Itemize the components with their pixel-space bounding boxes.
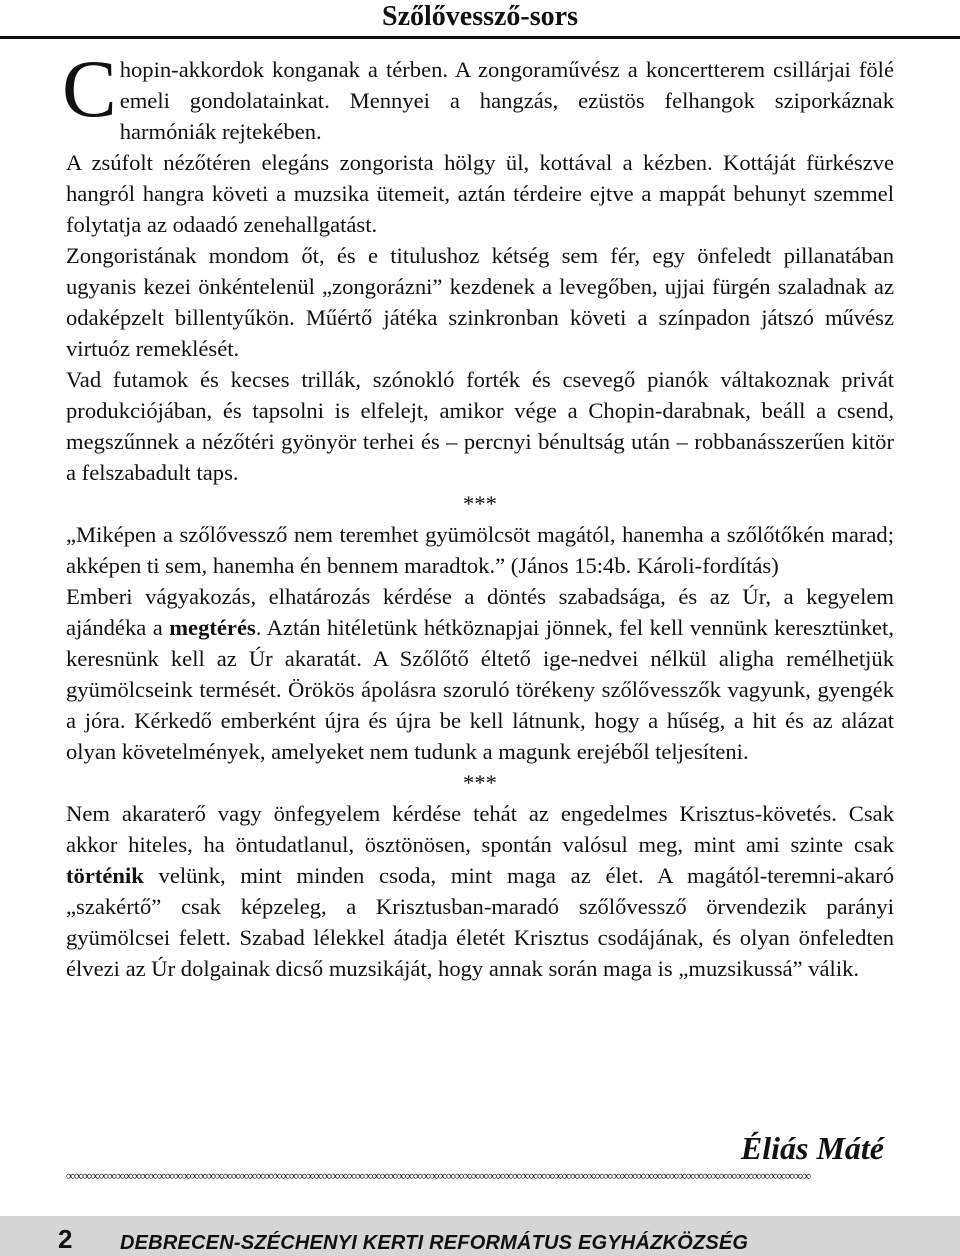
bible-quote: „Miképen a szőlővessző nem teremhet gyümölcsöt magától, hanemha a szőlőtőkén marad; akképen ti sem, hanemha én bennem maradtok.” (János 15:4b. Károli-fordítás): [66, 522, 894, 578]
drop-cap: C: [62, 43, 117, 134]
decorative-ornament-line: ∞∞∞∞∞∞∞∞∞∞∞∞∞∞∞∞∞∞∞∞∞∞∞∞∞∞∞∞∞∞∞∞∞∞∞∞∞∞∞∞∞∞∞∞∞∞∞∞∞∞∞∞∞∞∞∞∞∞∞∞∞∞∞∞∞∞∞∞∞∞∞∞∞∞∞∞∞∞∞∞∞∞∞∞∞∞∞∞∞∞: [66, 1168, 811, 1183]
paragraph-1-text: hopin-akkordok konganak a térben. A zongoraművész a koncertterem csillárjai fölé emeli gondolatainkat. Mennyei a hangzás, ezüstös felhangok sziporkáznak harmóniák rejtekében.: [119, 57, 894, 144]
paragraph-7: [66, 798, 894, 984]
article-body: [62, 43, 894, 984]
paragraph-4: Vad futamok és kecses trillák, szónokló forték és csevegő pianók váltakoznak privát produkciójában, és tapsolni is elfelejt, amikor vége a Chopin-darabnak, beáll a csend, megszűnnek a nézőtéri gyönyör terhei és – percnyi bénultság után – robbanásszerűen kitör a felszabadult taps.: [66, 367, 894, 485]
paragraph-7-text-b: velünk, mint minden csoda, mint maga az élet. A magától-teremni-akaró „szakértő” csak képzeleg, a Krisztusban-maradó szőlővessző örvendezik parányi gyümölcsei felett. Szabad lélekkel átadja életét Krisztus csodájának, és olyan önfeledten élvezi az Úr dolgainak dicső muzsikáját, hogy annak során maga is „muzsikussá” válik.: [66, 863, 894, 981]
paragraph-7-text-a: Nem akaraterő vagy önfegyelem kérdése tehát az engedelmes Krisztus-követés. Csak akkor hiteles, ha öntudatlanul, ösztönösen, spontán valósul meg, mint ami szinte csak: [66, 801, 894, 857]
section-separator-2: ***: [463, 770, 497, 795]
paragraph-6-text-b: . Aztán hitéletünk hétköznapjai jönnek, fel kell vennünk keresztünket, keresnünk kell az Úr akaratát. A Szőlőtő éltető ige-nedvei nélkül aligha remélhetjük gyümölcseink termését. Örökös ápolásra szoruló törékeny szőlővesszők vagyunk, gyengék a jóra. Kérkedő emberként újra és újra be kell látnunk, hogy a hűség, a hit és az alázat olyan követelmények, amelyeket nem tudunk a magunk erejéből teljesíteni.: [66, 615, 894, 764]
paragraph-3: Zongoristának mondom őt, és e titulushoz kétség sem fér, egy önfeledt pillanatában ugyanis kezei önkéntelenül „zongorázni” kezdenek a levegőben, ujjai fürgén szaladnak az odaképzelt billentyűkön. Műértő játéka szinkronban követi a színpadon játszó művész virtuóz remeklését.: [66, 243, 894, 361]
paragraph-6-text-a: Emberi vágyakozás, elhatározás kérdése a döntés szabadsága, és az Úr, a kegyelem ajándéka a: [66, 584, 894, 640]
section-separator-1: ***: [463, 491, 497, 516]
author-signature: Éliás Máté: [740, 1130, 884, 1166]
page-number: 2: [58, 1224, 73, 1254]
page-title: Szőlővessző-sors: [382, 1, 578, 32]
emphasis-tortenik: történik: [66, 863, 144, 888]
paragraph-1: [62, 43, 894, 147]
emphasis-megteres: megtérés: [169, 615, 256, 640]
title-divider: [0, 36, 960, 39]
paragraph-6: [66, 581, 894, 767]
publisher-name: DEBRECEN-SZÉCHENYI KERTI REFORMÁTUS EGYHÁZKÖZSÉG: [120, 1232, 749, 1254]
paragraph-2: A zsúfolt nézőtéren elegáns zongorista hölgy ül, kottával a kézben. Kottáját fürkészve hangról hangra követi a muzsika ütemeit, aztán térdeire ejtve a mappát behunyt szemmel folytatja az odaadó zenehallgatást.: [66, 150, 894, 237]
